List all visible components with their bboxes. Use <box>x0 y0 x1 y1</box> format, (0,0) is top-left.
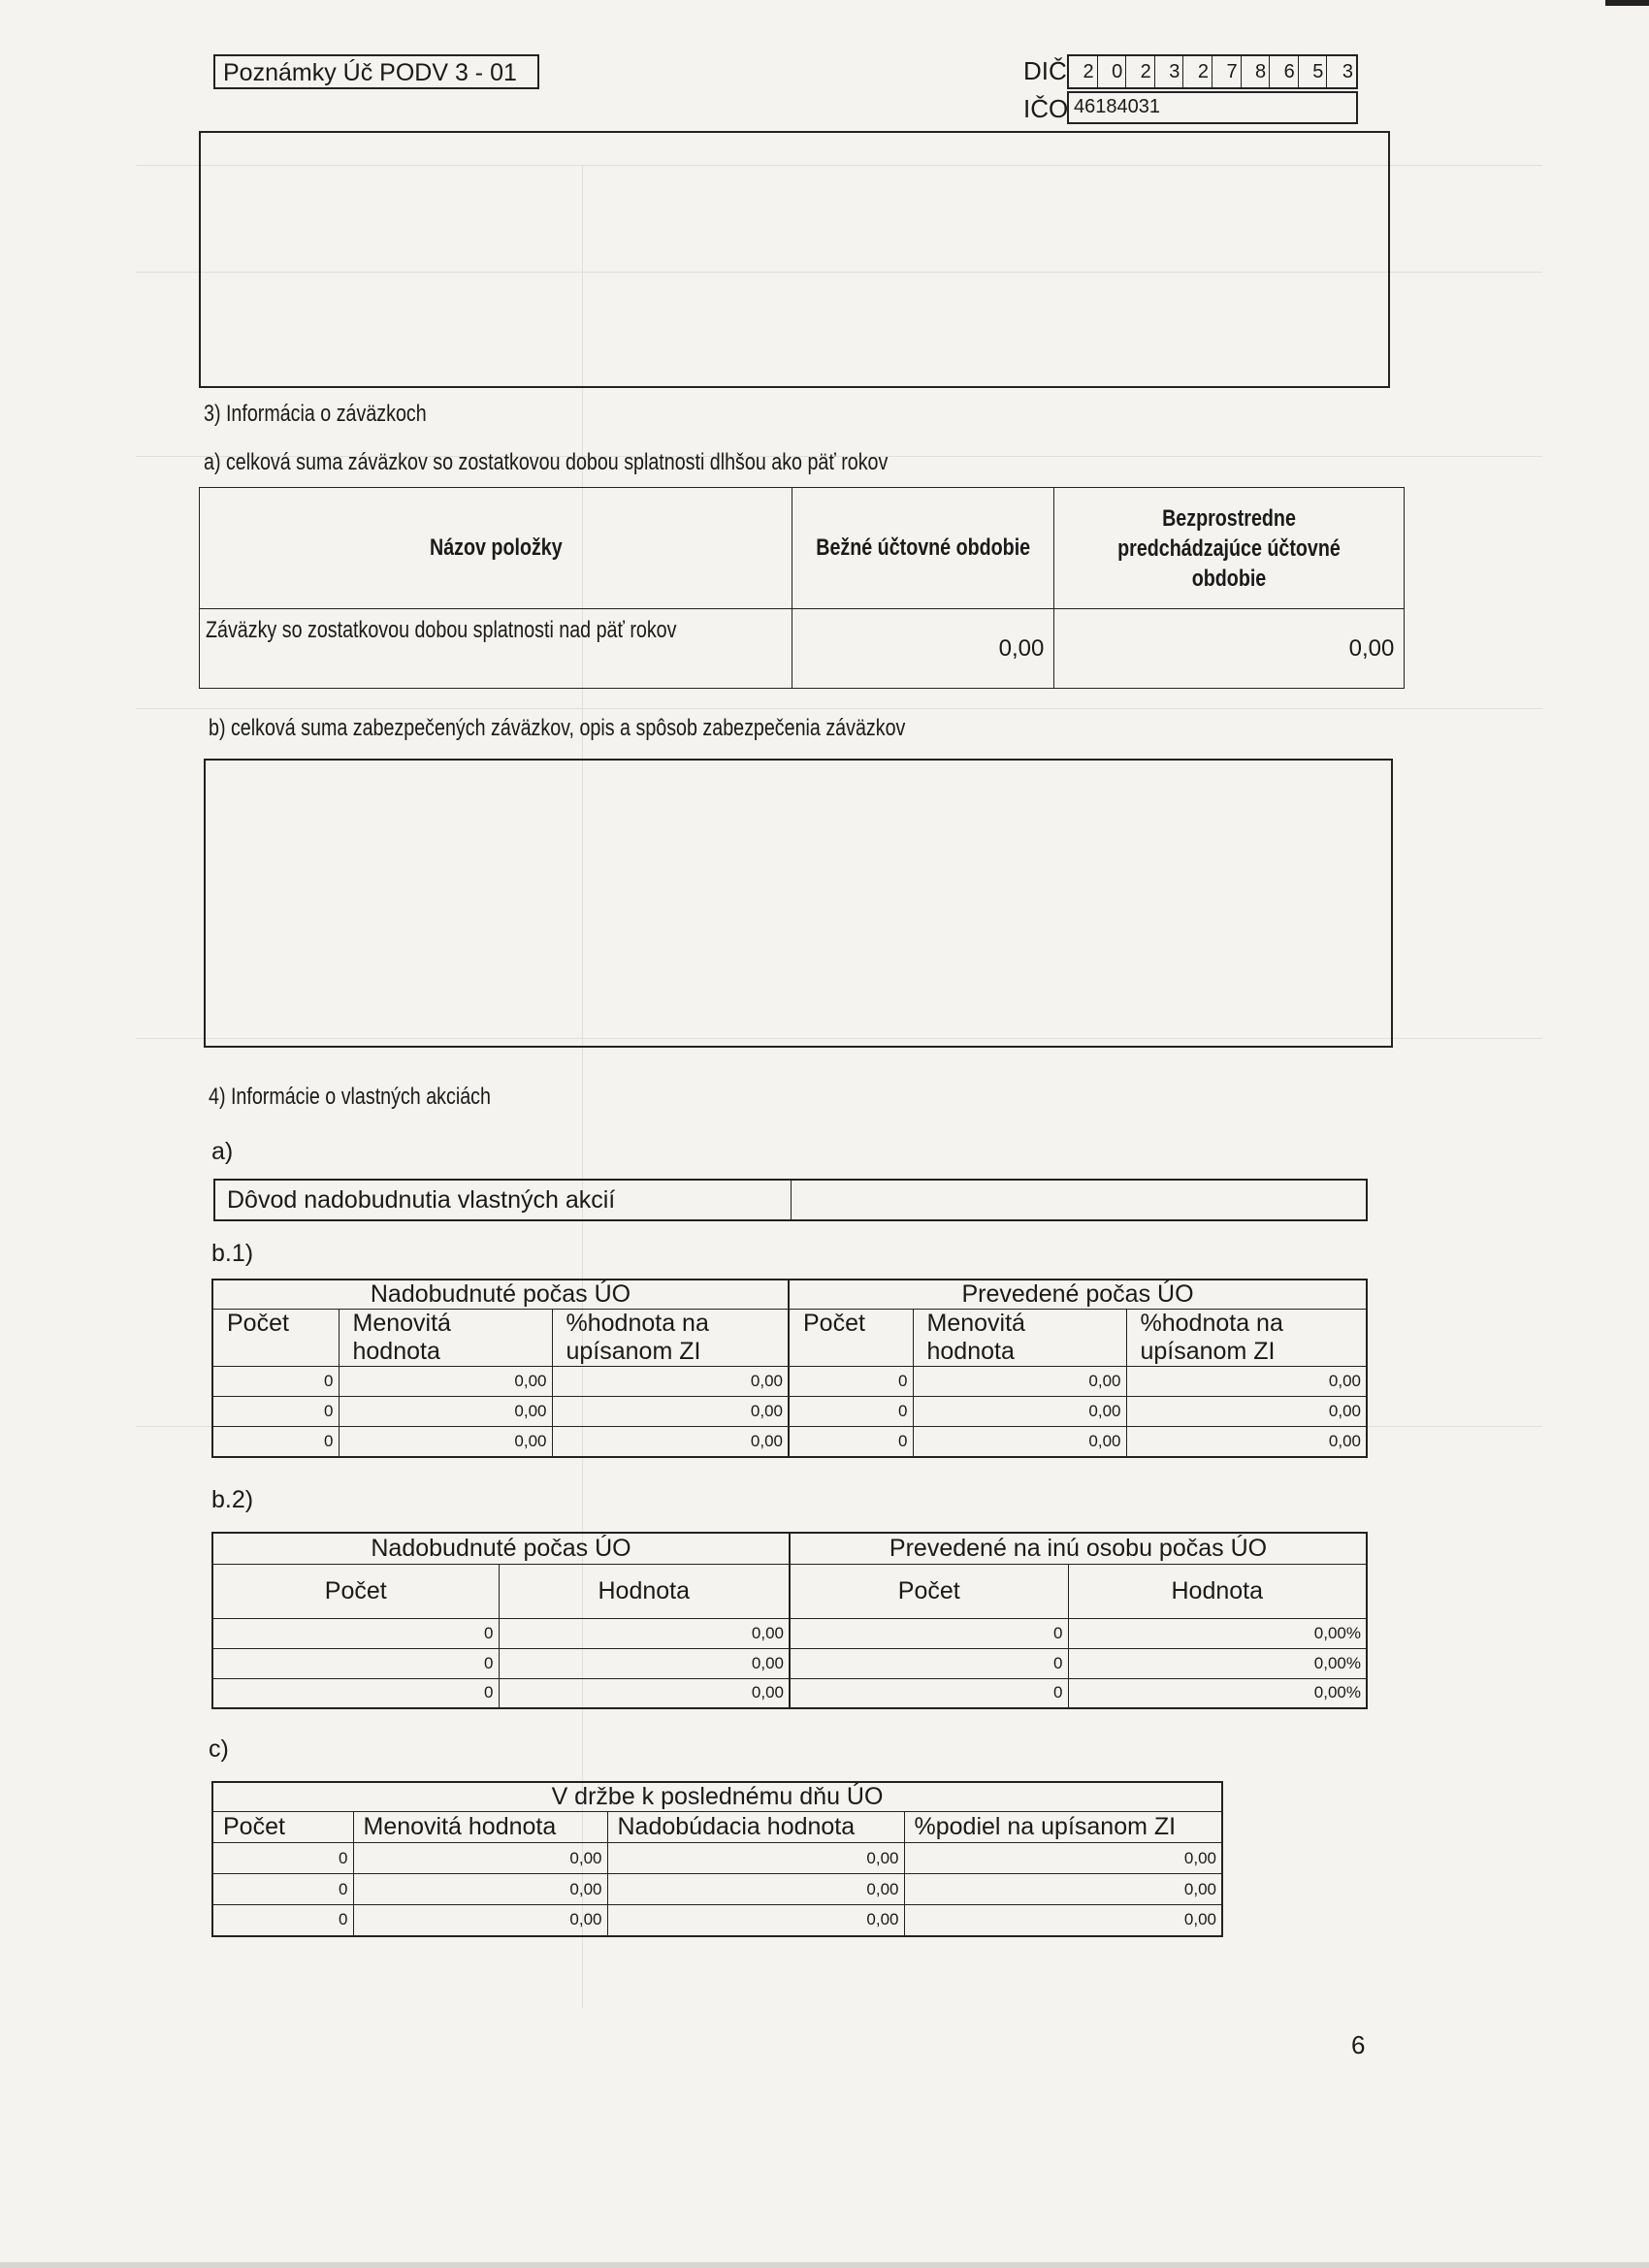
c-table <box>211 1781 1223 1937</box>
b1-col-count-b: Počet <box>789 1310 913 1367</box>
section4-a-label: a) <box>211 1138 234 1165</box>
b1-transferred-header: Prevedené počas ÚO <box>789 1280 1367 1310</box>
ico-field <box>1067 91 1358 124</box>
dic-digit-cell: 6 <box>1270 56 1299 87</box>
table-row: 0 0,00 0,00 0 0,00 0,00 <box>212 1367 1367 1397</box>
table-row: 0 0,00 0,00 0,00 <box>212 1874 1222 1905</box>
b2-label: b.2) <box>211 1486 254 1513</box>
section3-title: 3) Informácia o záväzkoch <box>204 401 427 427</box>
table-row: 0 0,00 0,00 0 0,00 0,00 <box>212 1397 1367 1427</box>
dic-digit-cell: 3 <box>1155 56 1184 87</box>
dic-digits <box>1067 54 1358 89</box>
dic-digit-cell: 0 <box>1098 56 1127 87</box>
dic-digit-cell: 5 <box>1299 56 1328 87</box>
table-row: 0 0,00 0 0,00% <box>212 1678 1367 1708</box>
b2-acquired-header: Nadobudnuté počas ÚO <box>212 1533 790 1564</box>
b2-transferred-header: Prevedené na inú osobu počas ÚO <box>790 1533 1367 1564</box>
c-label: c) <box>209 1735 229 1763</box>
dic-digit-cell: 8 <box>1242 56 1271 87</box>
b2-col-count-b: Počet <box>790 1564 1068 1618</box>
dic-digit-cell: 2 <box>1126 56 1155 87</box>
table-row: 0 0,00 0,00 0,00 <box>212 1905 1222 1936</box>
section3-a-text: a) celková suma záväzkov so zostatkovou dobou splatnosti dlhšou ako päť rokov <box>204 449 889 475</box>
b2-col-value-a: Hodnota <box>499 1564 790 1618</box>
b2-table <box>211 1532 1368 1709</box>
page-number: 6 <box>1351 2030 1366 2059</box>
c-col-acq: Nadobúdacia hodnota <box>607 1812 904 1843</box>
notes-box-top <box>199 131 1390 388</box>
dic-digit-cell: 7 <box>1212 56 1242 87</box>
col-prev-header: Bezprostredne predchádzajúce účtovné obdobie <box>1054 488 1405 609</box>
b1-col-pct-a: %hodnota na upísanom ZI <box>552 1310 789 1367</box>
ico-label: IČO <box>1023 94 1069 123</box>
dic-digit-cell: 2 <box>1069 56 1098 87</box>
doc-label: Poznámky Úč PODV 3 - 01 <box>223 59 517 86</box>
b1-col-count-a: Počet <box>212 1310 339 1367</box>
dic-digit-cell: 2 <box>1183 56 1212 87</box>
reason-table <box>213 1179 1368 1221</box>
col-name-header: Názov položky <box>200 488 792 609</box>
bottom-edge-shadow <box>0 2262 1649 2268</box>
ico-value: 46184031 <box>1074 96 1160 117</box>
row-prev: 0,00 <box>1054 609 1405 689</box>
table-row: 0 0,00 0 0,00% <box>212 1618 1367 1648</box>
b1-label: b.1) <box>211 1240 254 1267</box>
col-current-header: Bežné účtovné obdobie <box>792 488 1054 609</box>
dic-label: DIČ <box>1023 56 1067 85</box>
c-header: V držbe k poslednému dňu ÚO <box>212 1782 1222 1812</box>
table-row: 0 0,00 0,00 0,00 <box>212 1843 1222 1874</box>
table-row: 0 0,00 0,00 0 0,00 0,00 <box>212 1427 1367 1457</box>
b1-col-pct-b: %hodnota na upísanom ZI <box>1126 1310 1367 1367</box>
b1-col-nominal-a: Menovitá hodnota <box>339 1310 552 1367</box>
row-label: Záväzky so zostatkovou dobou splatnosti nad päť rokov <box>200 609 792 689</box>
table-row: 0 0,00 0 0,00% <box>212 1648 1367 1678</box>
dic-digit-cell: 3 <box>1342 61 1353 82</box>
c-col-share: %podiel na upísanom ZI <box>904 1812 1222 1843</box>
b2-col-value-b: Hodnota <box>1068 1564 1367 1618</box>
liabilities-table <box>199 487 1405 689</box>
section3-b-text: b) celková suma zabezpečených záväzkov, opis a spôsob zabezpečenia záväzkov <box>209 715 906 741</box>
b2-col-count-a: Počet <box>212 1564 499 1618</box>
reason-value <box>791 1180 1367 1220</box>
c-col-count: Počet <box>212 1812 353 1843</box>
b1-col-nominal-b: Menovitá hodnota <box>913 1310 1126 1367</box>
secured-liabilities-box <box>204 759 1393 1048</box>
top-right-corner-mark <box>1605 0 1649 6</box>
c-col-nominal: Menovitá hodnota <box>353 1812 607 1843</box>
doc-label-box <box>213 54 539 89</box>
b1-acquired-header: Nadobudnuté počas ÚO <box>212 1280 789 1310</box>
row-current: 0,00 <box>792 609 1054 689</box>
section4-title: 4) Informácie o vlastných akciách <box>209 1084 491 1110</box>
reason-label: Dôvod nadobudnutia vlastných akcií <box>214 1180 791 1220</box>
b1-table <box>211 1279 1368 1458</box>
